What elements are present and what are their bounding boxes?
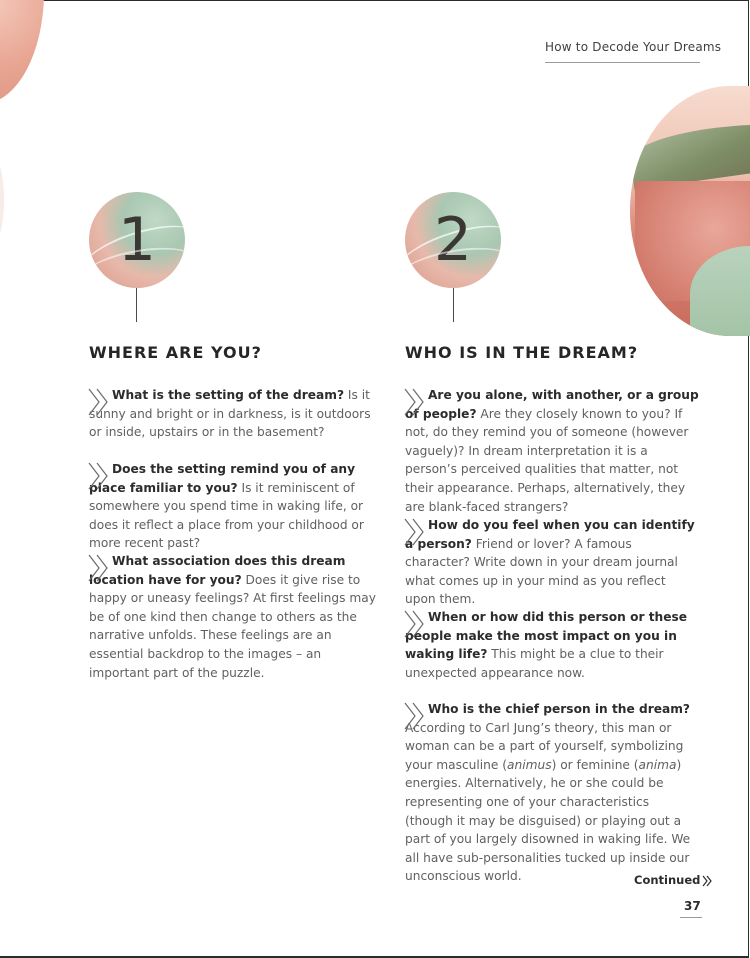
page-number: 37 bbox=[684, 899, 701, 913]
section-2-title: WHO IS IN THE DREAM? bbox=[405, 343, 639, 362]
chevron-icon bbox=[403, 517, 427, 547]
section-1-badge bbox=[89, 192, 185, 288]
section-1-title: WHERE ARE YOU? bbox=[89, 343, 262, 362]
section-1-paragraph-3: What association does this dream location have for you? Does it give rise to happy or uneasy feelings? At first feelings may be of one kind then change to others as the narrative unfolds. These feelings are an essential backdrop to the images – an important part of the puzzle. bbox=[89, 554, 376, 680]
chevron-icon bbox=[403, 387, 427, 417]
section-2-number: 2 bbox=[433, 205, 473, 275]
double-chevron-icon bbox=[702, 875, 714, 887]
section-2-paragraph-3: When or how did this person or these people make the most impact on you in waking life? This might be a clue to their unexpected appearance now. bbox=[405, 610, 687, 680]
running-head-rule bbox=[545, 62, 700, 63]
chevron-icon bbox=[87, 387, 111, 417]
section-2-paragraph-2: How do you feel when you can identify a person? Friend or lover? A famous character? Write down in your dream journal what comes up in your mind as you reflect upon them. bbox=[405, 518, 695, 607]
chevron-icon bbox=[87, 553, 111, 583]
running-head: How to Decode Your Dreams bbox=[545, 40, 722, 54]
section-1-number: 1 bbox=[117, 205, 157, 275]
section-2-stem bbox=[453, 288, 454, 322]
chevron-icon bbox=[87, 461, 111, 491]
continued-link[interactable] bbox=[634, 873, 714, 887]
section-2-paragraph-4: Who is the chief person in the dream? According to Carl Jung’s theory, this man or woman can be a part of yourself, symbolizing your masculine (animus) or feminine (anima) energies. Alternatively, he or she could be representing one of your characteristics (though it may be disguised) or playing out a part of you largely disowned in waking life. We all have sub-personalities tucked up inside our unconscious world. bbox=[405, 702, 691, 884]
chevron-icon bbox=[403, 701, 427, 731]
section-1-paragraph-2: Does the setting remind you of any place familiar to you? Is it reminiscent of somewhere you spend time in waking life, or does it reflect a place from your childhood or more recent past? bbox=[89, 462, 364, 551]
continued-label: Continued bbox=[634, 873, 701, 887]
section-1-paragraph-1: What is the setting of the dream? Is it sunny and bright or in darkness, is it outdoors or inside, upstairs or in the basement? bbox=[89, 388, 371, 440]
section-2-paragraph-1: Are you alone, with another, or a group of people? Are they closely known to you? If not, do they remind you of someone (however vaguely)? In dream interpretation it is a person’s perceived qualities that matter, not their appearance. Perhaps, alternatively, they are blank-faced strangers? bbox=[405, 388, 699, 514]
chevron-icon bbox=[403, 609, 427, 639]
section-1-stem bbox=[136, 288, 137, 322]
page-number-rule bbox=[680, 917, 702, 918]
section-2-badge bbox=[405, 192, 501, 288]
